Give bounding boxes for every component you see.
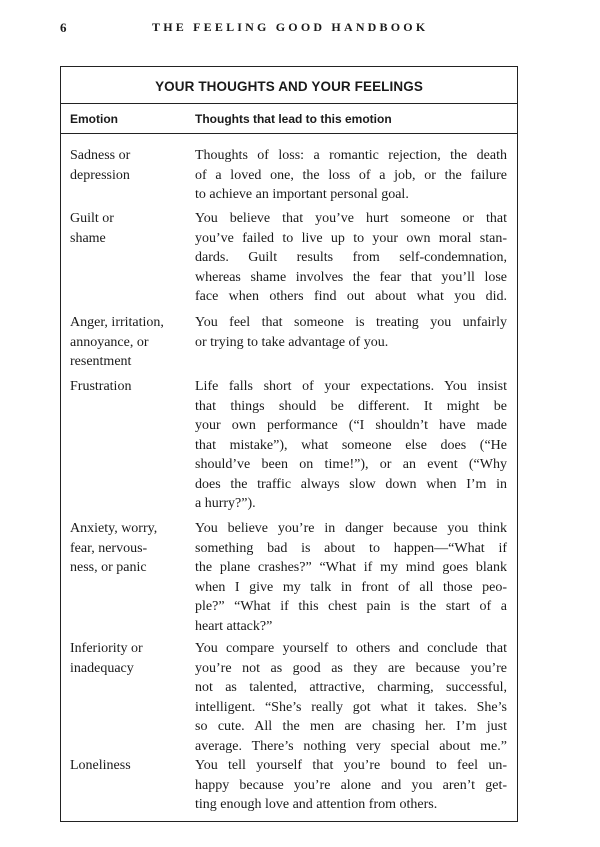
header-divider bbox=[61, 133, 517, 134]
running-head: THE FEELING GOOD HANDBOOK bbox=[152, 20, 429, 34]
page-number: 6 bbox=[60, 20, 67, 35]
thoughts-cell: You believe you’re in danger because you think something bad is about to happen—“What if the plane crashes?” “What if my mind goes blank when I give my talk in front of all those peo- ple?” “What if this chest pain is the start of a heart attack?” bbox=[195, 521, 507, 634]
column-header-thoughts: Thoughts that lead to this emotion bbox=[195, 112, 392, 126]
title-divider bbox=[61, 103, 517, 104]
column-header-emotion: Emotion bbox=[70, 112, 118, 126]
emotion-cell: Inferiority or inadequacy bbox=[70, 641, 143, 676]
emotions-table bbox=[60, 66, 518, 822]
thoughts-cell: You tell yourself that you’re bound to feel un- happy because you’re alone and you aren’t get- ting enough love and attention from others. bbox=[195, 758, 507, 812]
emotion-cell: Anger, irritation, annoyance, or resentment bbox=[70, 315, 164, 369]
emotion-cell: Anxiety, worry, fear, nervous- ness, or panic bbox=[70, 521, 158, 575]
thoughts-cell: You compare yourself to others and conclude that you’re not as good as they are because you’re not as talented, attractive, charming, successful, intelligent. “She’s really got what it takes. She’s so cute. All the men are chasing her. I’m just average. There’s nothing very special about me.” bbox=[195, 641, 507, 754]
thoughts-cell: You believe that you’ve hurt someone or that you’ve failed to live up to your own moral stan- dards. Guilt results from self-condemnation, whereas shame involves the fear that you’ll lose face when others find out about what you did. bbox=[195, 211, 507, 304]
emotion-cell: Loneliness bbox=[70, 758, 131, 773]
emotion-cell: Frustration bbox=[70, 379, 132, 394]
emotion-cell: Guilt or shame bbox=[70, 211, 114, 246]
thoughts-cell: Life falls short of your expectations. You insist that things should be different. It might be your own performance (“I shouldn’t have made that mistake”), what someone else does (“He should’ve been on time!”), or an event (“Why does the traffic always slow down when I’m in a hurry?”). bbox=[195, 379, 507, 511]
table-title: YOUR THOUGHTS AND YOUR FEELINGS bbox=[155, 79, 423, 94]
thoughts-cell: You feel that someone is treating you unfairly or trying to take advantage of you. bbox=[195, 315, 507, 350]
thoughts-cell: Thoughts of loss: a romantic rejection, the death of a loved one, the loss of a job, or the failure to achieve an important personal goal. bbox=[195, 148, 507, 202]
emotion-cell: Sadness or depression bbox=[70, 148, 131, 183]
